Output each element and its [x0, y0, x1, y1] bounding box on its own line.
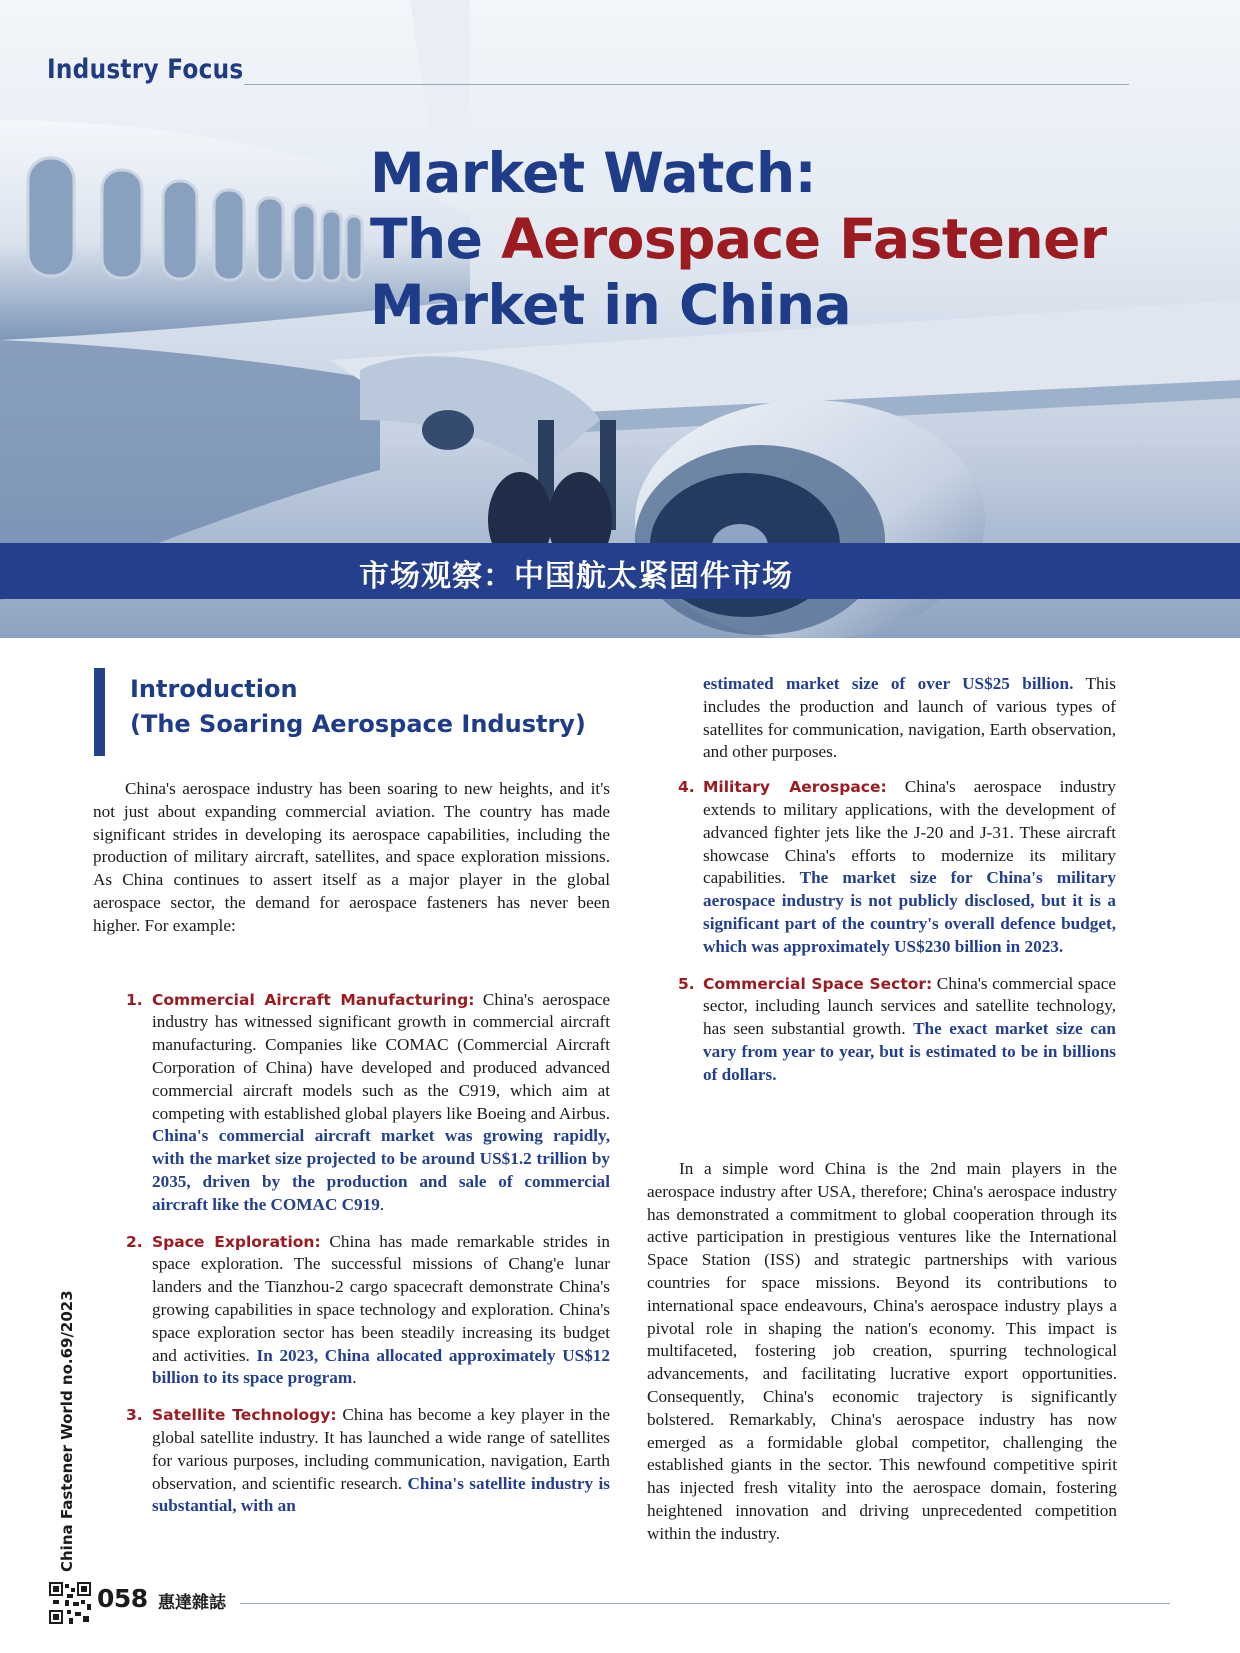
intro-heading — [130, 672, 586, 742]
list-item-text: China's commercial space sector, including launch services and satellite technology, has seen substantial growth. — [703, 973, 1116, 1039]
list-item-text: China's aerospace industry has witnessed significant growth in commercial aircraft manufacturing. Companies like COMAC (Commercial Aircraft Corporation of China) have developed and produced advanced commercial aircraft models such as the C919, which aim at competing with established global players like Boeing and Airbus. — [152, 989, 610, 1123]
list-number: 5. — [678, 974, 695, 993]
list-item — [93, 989, 610, 1217]
list-item-title: Commercial Aircraft Manufacturing: — [152, 990, 475, 1009]
title-line-1: Market Watch: — [370, 141, 817, 205]
list-item-highlight: In 2023, China allocated approximately US$12 billion to its space program — [152, 1345, 610, 1388]
magazine-issue-vertical: China Fastener World no.69/2023 — [58, 1290, 76, 1572]
list-item-highlight: China's satellite industry is substantial, with an — [152, 1473, 610, 1516]
footer-divider — [240, 1603, 1170, 1604]
list-number: 2. — [126, 1232, 143, 1251]
intro-paragraph: China's aerospace industry has been soaring to new heights, and it's not just about expanding commercial aviation. The country has made significant strides in developing its aerospace capabilities, including the production of military aircraft, satellites, and space exploration missions. As China continues to assert itself as a major player in the global aerospace sector, the demand for aerospace fasteners has never been higher. For example: — [93, 779, 610, 935]
list-item-title: Space Exploration: — [152, 1232, 321, 1251]
list-item-title: Satellite Technology: — [152, 1406, 337, 1425]
list-item-highlight: China's commercial aircraft market was growing rapidly, with the market size projected to be around US$1.2 trillion by 2035, driven by the production and sale of commercial aircraft like the COMAC C919 — [152, 1126, 610, 1214]
title-line-2-prefix: The — [370, 207, 502, 271]
list-item-text: China's aerospace industry extends to military applications, with the development of advanced fighter jets like the J-20 and J-31. These aircraft showcase China's efforts to modernize its military capabilities. — [703, 777, 1117, 888]
list-item-highlight: The market size for China's military aerospace industry is not publicly disclosed, but it is a significant part of the country's overall defence budget, which was approximately US$230 billion in 2023. — [703, 868, 1116, 956]
list-item-text: China has made remarkable strides in space exploration. The successful missions of Chang'e lunar landers and the Tianzhou-2 cargo spacecraft demonstrate China's growing capabilities in space technology and exploration. China's space exploration sector has been steadily increasing its budget and activities. — [152, 1231, 610, 1365]
right-column — [648, 673, 1116, 1101]
list-item-text: China has become a key player in the global satellite industry. It has launched a wide range of satellites for various purposes, including communication, navigation, Earth observation, and scientific research. — [152, 1405, 610, 1493]
list-item-title: Commercial Space Sector: — [703, 974, 933, 993]
page-number: 058 — [97, 1584, 148, 1613]
list-number: 4. — [678, 778, 695, 797]
closing-column — [647, 1158, 1117, 1546]
list-number: 3. — [126, 1406, 143, 1425]
list-item-tail: . — [352, 1368, 357, 1388]
intro-heading-line-2: (The Soaring Aerospace Industry) — [130, 710, 586, 738]
chinese-title: 市场观察：中国航太紧固件市场 — [359, 559, 793, 594]
section-divider — [244, 84, 1129, 85]
list-item-highlight: estimated market size of over US$25 billion. — [703, 674, 1074, 693]
intro-heading-line-1: Introduction — [130, 675, 298, 703]
list-item-highlight: The exact market size can vary from year to year, but is estimated to be in billions of dollars. — [703, 1019, 1116, 1084]
list-number: 1. — [126, 990, 143, 1009]
qr-code-icon — [49, 1582, 91, 1624]
closing-paragraph: In a simple word China is the 2nd main players in the aerospace industry after USA, therefore; China's aerospace industry has demonstrated a commitment to global cooperation through its active participation in prestigious ventures like the International Space Station (ISS) and strategic partnerships with various countries for space missions. Beyond its contributions to international space endeavours, China's aerospace industry plays a pivotal role in shaping the nation's economy. This impact is multifaceted, fostering job creation, spurring technological advancements, and facilitating lucrative export opportunities. Consequently, China's economic trajectory is significantly bolstered. Remarkably, China's aerospace industry has now emerged as a formidable global competitor, challenging the established giants in the sector. This newfound competitive spirit has injected fresh vitality into the aerospace domain, fostering heightened innovation and driving unprecedented competition within the industry. — [647, 1159, 1117, 1543]
magazine-name: 惠達雜誌 — [158, 1593, 226, 1613]
list-item-title: Military Aerospace: — [703, 778, 887, 797]
list-item — [93, 1231, 610, 1391]
page-title — [370, 140, 1107, 338]
title-line-2 — [370, 206, 1107, 272]
list-item-tail: . — [379, 1194, 385, 1214]
list-item — [648, 973, 1116, 1087]
left-column — [93, 778, 610, 1532]
section-label: Industry Focus — [47, 54, 244, 85]
list-item-continuation — [648, 673, 1116, 764]
list-item — [93, 1404, 610, 1518]
title-accent: Aerospace Fastener — [501, 207, 1107, 271]
title-line-3: Market in China — [370, 273, 852, 337]
list-item-text: This includes the production and launch of various types of satellites for communication, navigation, Earth observation, and other purposes. — [703, 674, 1116, 762]
intro-accent-bar — [94, 668, 105, 756]
list-item — [648, 776, 1116, 958]
